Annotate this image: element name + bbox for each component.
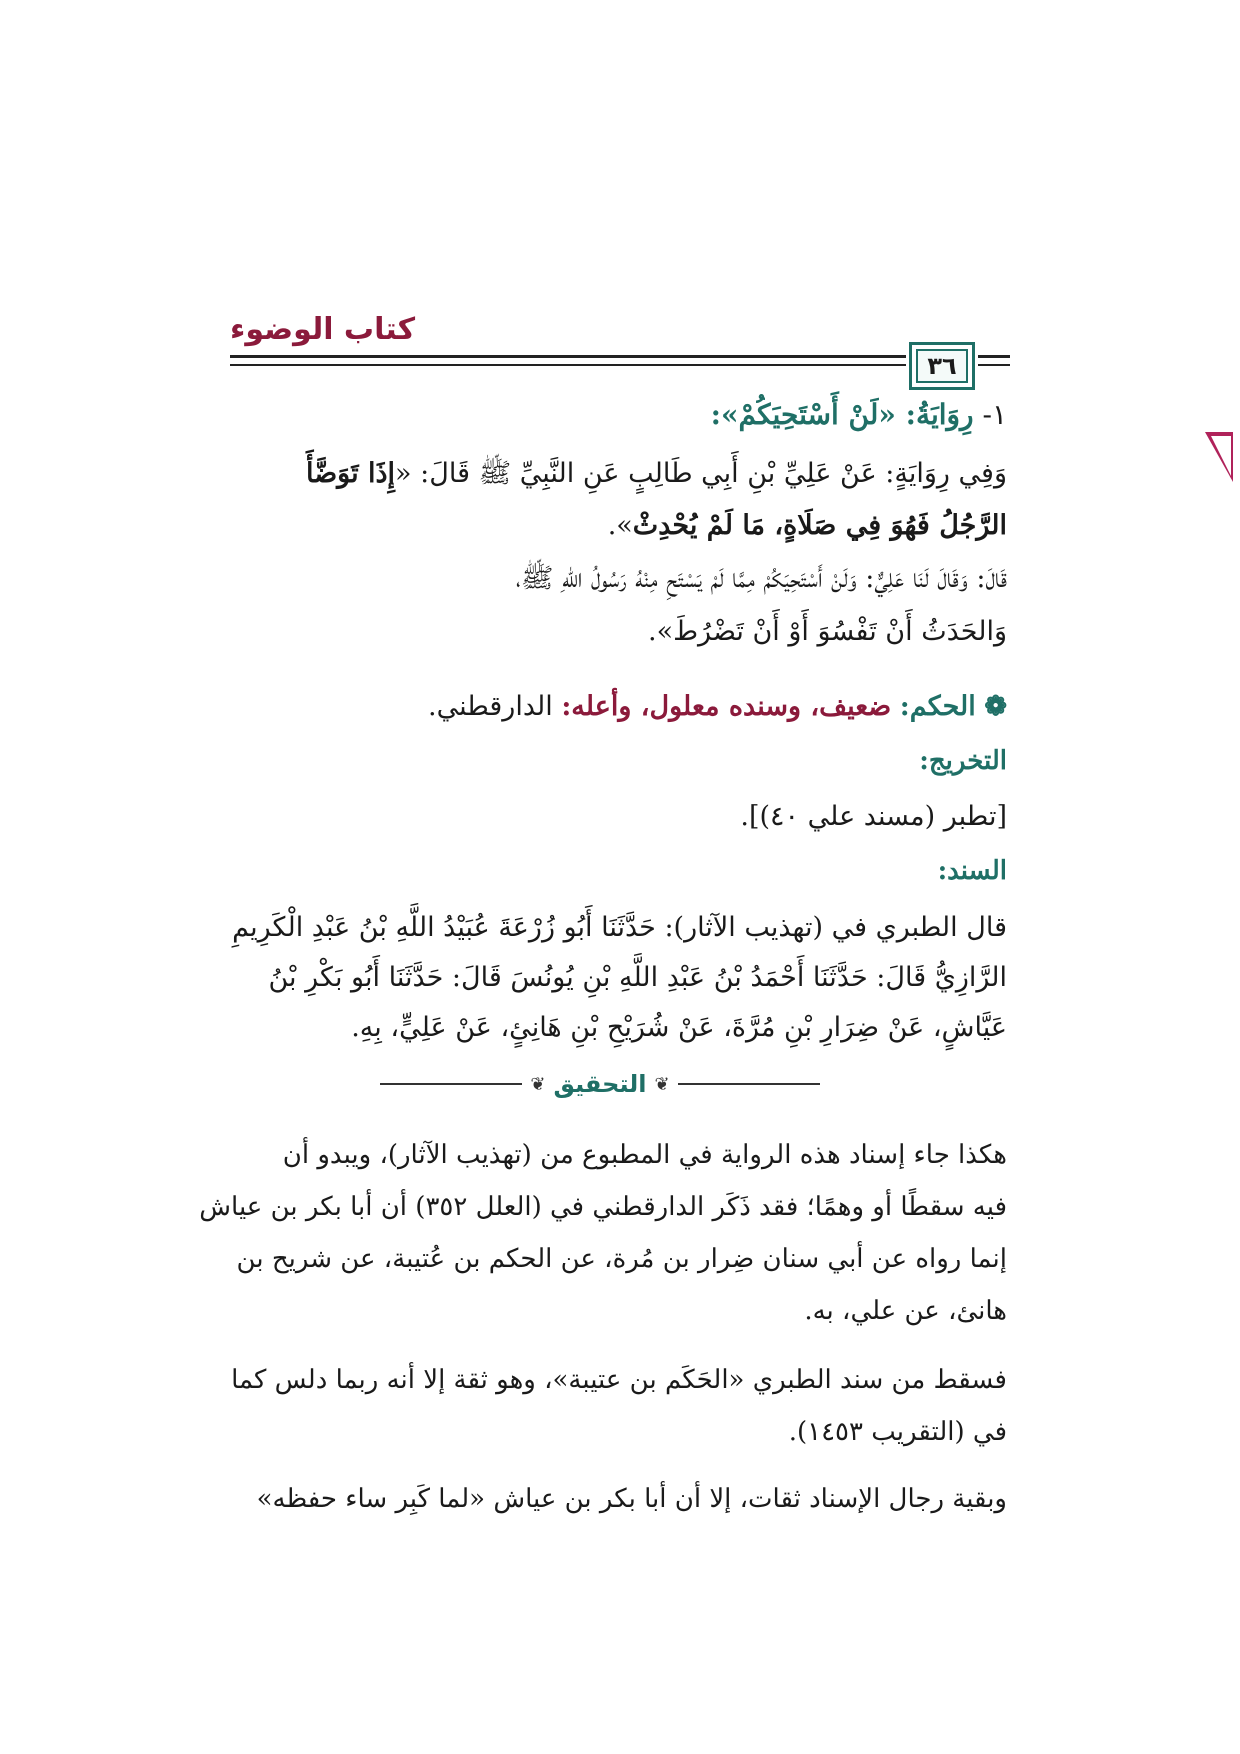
header-rule-bottom-right — [978, 364, 1010, 366]
sanad-line-3: عَيَّاشٍ، عَنْ ضِرَارِ بْنِ مُرَّةَ، عَنْ شُرَيْحِ بْنِ هَانِئٍ، عَنْ عَلِيٍّ، بِهِ. — [351, 1012, 1007, 1043]
flower-icon: ❁ — [984, 691, 1007, 722]
divider-line-left — [380, 1083, 522, 1085]
sanad-line-1: قال الطبري في (تهذيب الآثار): حَدَّثَنَا أَبُو زُرْعَةَ عُبَيْدُ اللَّهِ بْنُ عَبْدِ الْكَرِيمِ — [232, 912, 1007, 943]
section-heading — [711, 398, 1007, 432]
hadith-line-2-bold: الرَّجُلُ فَهُوَ فِي صَلَاةٍ، مَا لَمْ يُحْدِثْ — [632, 510, 1007, 541]
divider-line-right — [678, 1083, 820, 1085]
header-rule-bottom-left — [230, 364, 906, 366]
header-rule-top-left — [230, 355, 906, 358]
hadith-line-2 — [608, 510, 1007, 542]
ruling-line — [428, 691, 1007, 723]
section-title: رِوَايَةُ: «لَنْ أَسْتَحِيَكُمْ»: — [710, 398, 974, 431]
tahqiq-p2-line-1: فسقط من سند الطبري «الحَكَم بن عتيبة»، وهو ثقة إلا أنه ربما دلس كما — [231, 1365, 1007, 1395]
sanad-heading: السند: — [937, 856, 1007, 886]
takhrij-heading: التخريج: — [919, 746, 1007, 776]
hadith-line-1-bold: إِذَا تَوَضَّأَ — [305, 458, 396, 489]
tahqiq-p3-line-1: وبقية رجال الإسناد ثقات، إلا أن أبا بكر بن عياش «لما كَبِر ساء حفظه» — [256, 1484, 1007, 1514]
takhrij-text: [تطبر (مسند علي ٤٠)]. — [740, 801, 1007, 832]
page-number-badge — [909, 342, 975, 390]
hadith-line-3: قَالَ: وَقَالَ لَنَا عَلِيٌّ: وَلَنْ أَسْتَحِيَكُمْ مِمَّا لَمْ يَسْتَحِ مِنْهُ رَسُولُ اللهِ ﷺ، — [515, 563, 1007, 594]
tahqiq-heading: التحقيق — [553, 1070, 647, 1098]
page-number: ٣٦ — [927, 352, 957, 380]
hadith-line-2-end: ». — [607, 510, 633, 541]
hadith-line-1 — [231, 458, 1007, 490]
tahqiq-p1-line-3: إنما رواه عن أبي سنان ضِرار بن مُرة، عن الحكم بن عُتيبة، عن شريح بن — [236, 1244, 1007, 1274]
corner-marker-icon — [1205, 432, 1233, 482]
header-rule-top-right — [978, 355, 1010, 358]
hadith-line-4: وَالحَدَثُ أَنْ تَفْسُوَ أَوْ أَنْ تَضْرُطَ». — [647, 616, 1007, 647]
tahqiq-p1-line-1: هكذا جاء إسناد هذه الرواية في المطبوع من (تهذيب الآثار)، ويبدو أن — [282, 1140, 1007, 1170]
book-title: كتاب الوضوء — [230, 312, 416, 347]
sanad-line-2: الرَّازِيُّ قَالَ: حَدَّثَنَا أَحْمَدُ بْنُ عَبْدِ اللَّهِ بْنِ يُونُسَ قَالَ: حَدَّثَنَا أَبُو بَكْرِ بْنُ — [268, 962, 1007, 993]
section-number: ١- — [982, 398, 1007, 431]
ruling-end: الدارقطني. — [428, 691, 553, 722]
tahqiq-p1-line-2: فيه سقطًا أو وهمًا؛ فقد ذَكَر الدارقطني في (العلل ٣٥٢) أن أبا بكر بن عياش — [199, 1192, 1007, 1222]
ruling-label: الحكم: — [899, 691, 976, 722]
ornament-icon: ❦ — [530, 1073, 546, 1095]
ruling-value: ضعيف، وسنده معلول، وأعله: — [561, 691, 892, 722]
ornament-icon: ❦ — [654, 1073, 670, 1095]
tahqiq-p2-line-2: في (التقريب ١٤٥٣). — [788, 1417, 1007, 1447]
tahqiq-divider — [380, 1068, 820, 1100]
tahqiq-p1-line-4: هانئ، عن علي، به. — [804, 1296, 1007, 1326]
hadith-line-1-text: وَفِي رِوَايَةٍ: عَنْ عَلِيِّ بْنِ أَبِي طَالِبٍ عَنِ النَّبِيِّ ﷺ قَالَ: « — [395, 458, 1007, 489]
